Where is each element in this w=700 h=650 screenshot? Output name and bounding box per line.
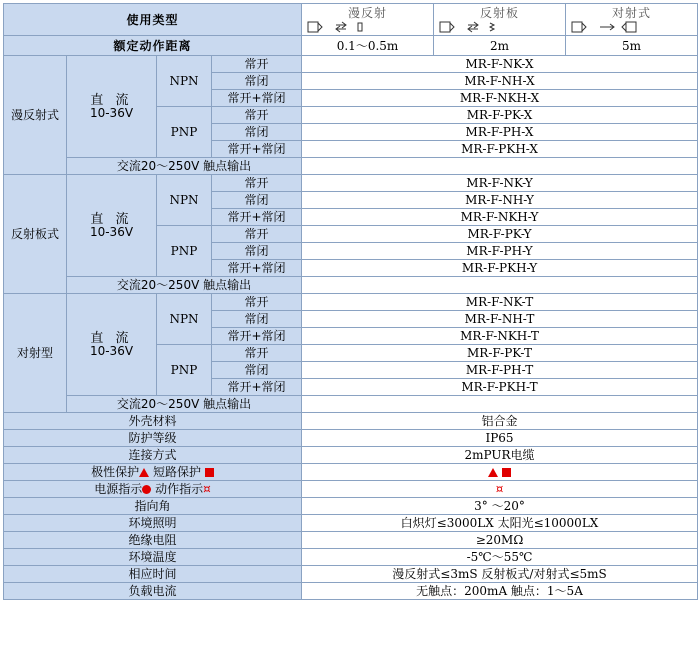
output-type: 常闭 (212, 362, 302, 379)
dc-label: 直 流 (90, 93, 133, 108)
model-number: MR-F-PH-T (302, 362, 698, 379)
spec-label: 环境温度 (4, 549, 302, 566)
dc-voltage-cell (67, 56, 157, 158)
model-number: MR-F-NH-X (302, 73, 698, 90)
model-number: MR-F-PK-T (302, 345, 698, 362)
distance-through: 5m (566, 36, 698, 56)
indicator-icon: ¤ (495, 482, 504, 496)
output-type: 常开+常闭 (212, 260, 302, 277)
spec-value: -5℃～55℃ (302, 549, 698, 566)
indicator-icon: ¤ (203, 482, 211, 496)
output-type: 常闭 (212, 124, 302, 141)
dc-range: 10-36V (89, 344, 134, 358)
pnp-label: PNP (157, 107, 212, 158)
model-number: MR-F-NK-T (302, 294, 698, 311)
polarity-protection-label: 极性保护 (91, 465, 140, 479)
model-number: MR-F-NH-Y (302, 192, 698, 209)
output-type: 常开 (212, 294, 302, 311)
sensor-title: 对射式 (612, 5, 652, 20)
through-beam-icon (566, 21, 666, 33)
model-number: MR-F-PKH-T (302, 379, 698, 396)
npn-label: NPN (157, 175, 212, 226)
distance-retro: 2m (434, 36, 566, 56)
output-type: 常开 (212, 345, 302, 362)
sensor-title: 漫反射 (348, 5, 388, 20)
output-type: 常开 (212, 107, 302, 124)
protection-label (4, 464, 302, 481)
spec-row (4, 583, 698, 600)
sensor-col-through (566, 4, 698, 36)
model-number: MR-F-NK-X (302, 56, 698, 73)
diffuse-reflective-icon (302, 21, 402, 33)
table-row (4, 294, 698, 311)
spec-value: 漫反射式≤3mS 反射板式/对射式≤5mS (302, 566, 698, 583)
spec-label: 相应时间 (4, 566, 302, 583)
table-row (4, 277, 698, 294)
output-type: 常闭 (212, 311, 302, 328)
spec-row (4, 566, 698, 583)
output-type: 常开+常闭 (212, 90, 302, 107)
model-number: MR-F-PK-Y (302, 226, 698, 243)
indicator-label (4, 481, 302, 498)
ac-output-label: 交流20～250V 触点输出 (67, 396, 302, 413)
model-number: MR-F-NH-T (302, 311, 698, 328)
spec-label: 负载电流 (4, 583, 302, 600)
group-name: 对射型 (4, 294, 67, 413)
spec-value: ≥20MΩ (302, 532, 698, 549)
spec-table (3, 3, 698, 600)
output-type: 常开 (212, 56, 302, 73)
usage-type-header: 使用类型 (4, 4, 302, 36)
triangle-icon (139, 468, 149, 477)
square-icon (205, 468, 214, 477)
output-type: 常开 (212, 226, 302, 243)
table-row (4, 158, 698, 175)
ac-output-label: 交流20～250V 触点输出 (67, 158, 302, 175)
ac-output-value (302, 396, 698, 413)
retro-reflective-icon (434, 21, 534, 33)
model-number: MR-F-NK-Y (302, 175, 698, 192)
spec-label: 连接方式 (4, 447, 302, 464)
spec-row (4, 447, 698, 464)
model-number: MR-F-NKH-Y (302, 209, 698, 226)
pnp-label: PNP (157, 345, 212, 396)
spec-value: 白炽灯≤3000LX 太阳光≤10000LX (302, 515, 698, 532)
power-indicator-label: 电源指示 (94, 482, 143, 496)
spec-label: 绝缘电阻 (4, 532, 302, 549)
ac-output-value (302, 158, 698, 175)
ac-output-value (302, 277, 698, 294)
output-type: 常闭 (212, 73, 302, 90)
indicator-value (302, 481, 698, 498)
sensor-col-retro (434, 4, 566, 36)
short-circuit-protection-label: 短路保护 (153, 465, 202, 479)
ac-output-label: 交流20～250V 触点输出 (67, 277, 302, 294)
spec-row (4, 430, 698, 447)
spec-label: 防护等级 (4, 430, 302, 447)
table-row (4, 175, 698, 192)
dc-range: 10-36V (89, 106, 134, 120)
spec-row (4, 515, 698, 532)
spec-label: 外壳材料 (4, 413, 302, 430)
spec-value: 无触点：200mA 触点：1～5A (302, 583, 698, 600)
npn-label: NPN (157, 294, 212, 345)
dc-label: 直 流 (90, 331, 133, 346)
output-type: 常开+常闭 (212, 328, 302, 345)
output-type: 常开 (212, 175, 302, 192)
model-number: MR-F-PH-Y (302, 243, 698, 260)
dc-range: 10-36V (89, 225, 134, 239)
model-number: MR-F-PH-X (302, 124, 698, 141)
dc-label: 直 流 (90, 212, 133, 227)
protection-value (302, 464, 698, 481)
model-number: MR-F-NKH-T (302, 328, 698, 345)
output-type: 常开+常闭 (212, 209, 302, 226)
output-type: 常开+常闭 (212, 379, 302, 396)
spec-row (4, 549, 698, 566)
npn-label: NPN (157, 56, 212, 107)
sensor-col-diffuse (302, 4, 434, 36)
spec-label: 环境照明 (4, 515, 302, 532)
square-icon (502, 468, 511, 477)
spec-row (4, 413, 698, 430)
group-name: 漫反射式 (4, 56, 67, 175)
spec-value: IP65 (302, 430, 698, 447)
rated-distance-header: 额定动作距离 (4, 36, 302, 56)
output-type: 常闭 (212, 243, 302, 260)
spec-label: 指向角 (4, 498, 302, 515)
triangle-icon (488, 468, 498, 477)
action-indicator-label: 动作指示 (155, 482, 204, 496)
spec-row (4, 498, 698, 515)
model-number: MR-F-NKH-X (302, 90, 698, 107)
spec-value: 2mPUR电缆 (302, 447, 698, 464)
sensor-title: 反射板 (480, 5, 520, 20)
model-number: MR-F-PKH-X (302, 141, 698, 158)
table-row (4, 396, 698, 413)
pnp-label: PNP (157, 226, 212, 277)
circle-icon (142, 485, 151, 494)
output-type: 常闭 (212, 192, 302, 209)
spec-row (4, 532, 698, 549)
model-number: MR-F-PKH-Y (302, 260, 698, 277)
distance-diffuse: 0.1～0.5m (302, 36, 434, 56)
dc-voltage-cell (67, 294, 157, 396)
table-row (4, 56, 698, 73)
dc-voltage-cell (67, 175, 157, 277)
group-name: 反射板式 (4, 175, 67, 294)
spec-row (4, 481, 698, 498)
spec-row (4, 464, 698, 481)
spec-value: 铝合金 (302, 413, 698, 430)
spec-value: 3° ～20° (302, 498, 698, 515)
output-type: 常开+常闭 (212, 141, 302, 158)
model-number: MR-F-PK-X (302, 107, 698, 124)
